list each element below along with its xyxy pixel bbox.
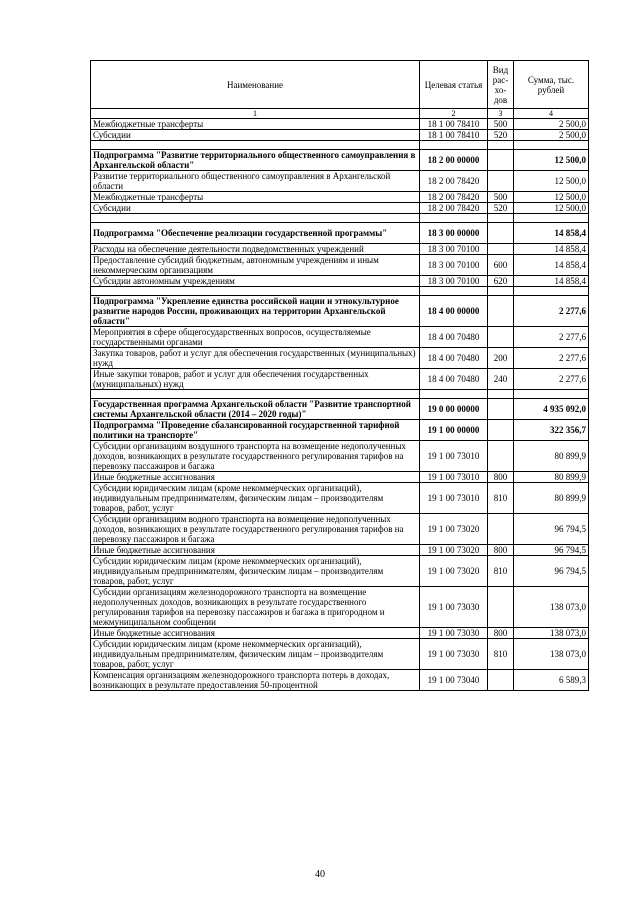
empty-cell bbox=[514, 141, 589, 150]
cell-vid: 200 bbox=[488, 348, 514, 369]
cell-vid bbox=[488, 670, 514, 691]
table-row bbox=[91, 171, 589, 192]
cell-name: Подпрограмма "Развитие территориального общественного самоуправления в Архангельской области" bbox=[91, 150, 420, 171]
cell-name: Субсидии организациям водного транспорта на возмещение недополученных доходов, возникающих в результате государственного регулирования тарифов на перевозку пассажиров и багажа bbox=[91, 514, 420, 545]
cell-name: Предоставление субсидий бюджетным, автономным учреждениям и иным некоммерческим организациям bbox=[91, 255, 420, 276]
cell-vid: 240 bbox=[488, 369, 514, 390]
cell-name: Иные бюджетные ассигнования bbox=[91, 545, 420, 556]
cell-amount: 80 899,9 bbox=[514, 441, 589, 472]
cell-vid bbox=[488, 223, 514, 244]
cell-amount: 2 500,0 bbox=[514, 119, 589, 130]
cell-amount: 80 899,9 bbox=[514, 483, 589, 514]
table-row bbox=[91, 369, 589, 390]
cell-name: Межбюджетные трансферты bbox=[91, 119, 420, 130]
table-row bbox=[91, 545, 589, 556]
cell-amount: 12 500,0 bbox=[514, 171, 589, 192]
cell-name: Межбюджетные трансферты bbox=[91, 192, 420, 203]
cell-amount: 14 858,4 bbox=[514, 255, 589, 276]
cell-amount: 138 073,0 bbox=[514, 587, 589, 628]
cell-amount: 138 073,0 bbox=[514, 639, 589, 670]
cell-code: 18 2 00 78420 bbox=[420, 171, 488, 192]
spacer-row bbox=[91, 287, 589, 296]
page-number: 40 bbox=[315, 869, 325, 880]
cell-code: 18 2 00 78420 bbox=[420, 192, 488, 203]
cell-code: 19 1 00 73030 bbox=[420, 587, 488, 628]
column-number: 1 bbox=[91, 109, 420, 119]
cell-code: 19 1 00 73020 bbox=[420, 514, 488, 545]
table-row bbox=[91, 192, 589, 203]
cell-code: 19 0 00 00000 bbox=[420, 399, 488, 420]
cell-amount: 96 794,5 bbox=[514, 556, 589, 587]
empty-cell bbox=[420, 287, 488, 296]
cell-code: 19 1 00 73020 bbox=[420, 556, 488, 587]
cell-amount: 6 589,3 bbox=[514, 670, 589, 691]
cell-amount: 96 794,5 bbox=[514, 514, 589, 545]
cell-name: Иные бюджетные ассигнования bbox=[91, 472, 420, 483]
cell-name: Подпрограмма "Проведение сбалансированной государственной тарифной политики на транспорте" bbox=[91, 420, 420, 441]
cell-code: 18 2 00 78420 bbox=[420, 203, 488, 214]
empty-cell bbox=[488, 287, 514, 296]
table-row bbox=[91, 203, 589, 214]
cell-name: Субсидии организациям железнодорожного транспорта на возмещение недополученных доходов, возникающих в результате государственного регулирования тарифов на перевозку пассажиров и багажа в пригородном и межмуниципальном сообщении bbox=[91, 587, 420, 628]
table-row bbox=[91, 130, 589, 141]
spacer-row bbox=[91, 214, 589, 223]
cell-code: 19 1 00 73010 bbox=[420, 441, 488, 472]
table-row bbox=[91, 483, 589, 514]
cell-vid bbox=[488, 587, 514, 628]
cell-amount: 138 073,0 bbox=[514, 628, 589, 639]
cell-code: 19 1 00 73030 bbox=[420, 639, 488, 670]
cell-code: 19 1 00 73010 bbox=[420, 472, 488, 483]
header-vid: Вид рас-хо-дов bbox=[488, 61, 514, 109]
cell-vid: 810 bbox=[488, 483, 514, 514]
cell-vid: 800 bbox=[488, 472, 514, 483]
cell-name: Расходы на обеспечение деятельности подведомственных учреждений bbox=[91, 244, 420, 255]
empty-cell bbox=[514, 390, 589, 399]
cell-code: 18 1 00 78410 bbox=[420, 130, 488, 141]
cell-code: 19 1 00 73020 bbox=[420, 545, 488, 556]
cell-name: Субсидии юридическим лицам (кроме некоммерческих организаций), индивидуальным предпринимателям, физическим лицам – производителям товаров, работ, услуг bbox=[91, 483, 420, 514]
cell-vid bbox=[488, 296, 514, 327]
cell-amount: 14 858,4 bbox=[514, 276, 589, 287]
cell-vid: 500 bbox=[488, 119, 514, 130]
empty-cell bbox=[91, 214, 420, 223]
cell-vid bbox=[488, 441, 514, 472]
cell-vid bbox=[488, 420, 514, 441]
table-row bbox=[91, 296, 589, 327]
table-row bbox=[91, 276, 589, 287]
cell-amount: 2 277,6 bbox=[514, 296, 589, 327]
cell-amount: 14 858,4 bbox=[514, 244, 589, 255]
cell-vid: 520 bbox=[488, 130, 514, 141]
cell-vid bbox=[488, 399, 514, 420]
column-number: 3 bbox=[488, 109, 514, 119]
cell-vid bbox=[488, 150, 514, 171]
cell-code: 18 4 00 70480 bbox=[420, 348, 488, 369]
cell-amount: 96 794,5 bbox=[514, 545, 589, 556]
table-row bbox=[91, 420, 589, 441]
table-row bbox=[91, 556, 589, 587]
cell-code: 18 1 00 78410 bbox=[420, 119, 488, 130]
cell-amount: 322 356,7 bbox=[514, 420, 589, 441]
cell-vid: 800 bbox=[488, 545, 514, 556]
empty-cell bbox=[488, 390, 514, 399]
table-row bbox=[91, 628, 589, 639]
cell-vid bbox=[488, 514, 514, 545]
cell-code: 18 2 00 00000 bbox=[420, 150, 488, 171]
column-number: 2 bbox=[420, 109, 488, 119]
table-row bbox=[91, 119, 589, 130]
cell-name: Государственная программа Архангельской области "Развитие транспортной системы Архангельской области (2014 – 2020 годы)" bbox=[91, 399, 420, 420]
table-row bbox=[91, 348, 589, 369]
empty-cell bbox=[488, 214, 514, 223]
table-row bbox=[91, 150, 589, 171]
cell-code: 18 3 00 70100 bbox=[420, 255, 488, 276]
cell-code: 18 4 00 00000 bbox=[420, 296, 488, 327]
table-row bbox=[91, 244, 589, 255]
table-row bbox=[91, 441, 589, 472]
table-row bbox=[91, 639, 589, 670]
table-row bbox=[91, 587, 589, 628]
cell-code: 18 3 00 70100 bbox=[420, 244, 488, 255]
cell-name: Мероприятия в сфере общегосударственных вопросов, осуществляемые государственными органами bbox=[91, 327, 420, 348]
cell-code: 19 1 00 00000 bbox=[420, 420, 488, 441]
cell-name: Иные бюджетные ассигнования bbox=[91, 628, 420, 639]
empty-cell bbox=[91, 287, 420, 296]
cell-amount: 12 500,0 bbox=[514, 203, 589, 214]
cell-amount: 14 858,4 bbox=[514, 223, 589, 244]
table-row bbox=[91, 399, 589, 420]
cell-code: 18 4 00 70480 bbox=[420, 327, 488, 348]
cell-code: 19 1 00 73040 bbox=[420, 670, 488, 691]
cell-amount: 2 277,6 bbox=[514, 348, 589, 369]
header-name: Наименование bbox=[91, 61, 420, 109]
cell-code: 19 1 00 73010 bbox=[420, 483, 488, 514]
budget-table bbox=[90, 60, 589, 691]
cell-amount: 80 899,9 bbox=[514, 472, 589, 483]
cell-name: Субсидии юридическим лицам (кроме некоммерческих организаций), индивидуальным предпринимателям, физическим лицам – производителям товаров, работ, услуг bbox=[91, 556, 420, 587]
empty-cell bbox=[514, 214, 589, 223]
header-sum: Сумма, тыс. рублей bbox=[514, 61, 589, 109]
cell-amount: 12 500,0 bbox=[514, 150, 589, 171]
cell-amount: 2 500,0 bbox=[514, 130, 589, 141]
empty-cell bbox=[420, 214, 488, 223]
cell-vid: 620 bbox=[488, 276, 514, 287]
empty-cell bbox=[420, 141, 488, 150]
cell-name: Компенсация организациям железнодорожного транспорта потерь в доходах, возникающих в результате предоставления 50-процентной bbox=[91, 670, 420, 691]
cell-name: Иные закупки товаров, работ и услуг для обеспечения государственных (муниципальных) нужд bbox=[91, 369, 420, 390]
cell-name: Субсидии юридическим лицам (кроме некоммерческих организаций), индивидуальным предпринимателям, физическим лицам – производителям товаров, работ, услуг bbox=[91, 639, 420, 670]
empty-cell bbox=[514, 287, 589, 296]
cell-vid bbox=[488, 171, 514, 192]
table-body bbox=[91, 119, 589, 691]
spacer-row bbox=[91, 390, 589, 399]
empty-cell bbox=[420, 390, 488, 399]
cell-amount: 4 935 092,0 bbox=[514, 399, 589, 420]
cell-name: Закупка товаров, работ и услуг для обеспечения государственных (муниципальных) нужд bbox=[91, 348, 420, 369]
cell-vid bbox=[488, 327, 514, 348]
cell-vid: 500 bbox=[488, 192, 514, 203]
cell-name: Субсидии организациям воздушного транспорта на возмещение недополученных доходов, возникающих в результате государственного регулирования тарифов на перевозку пассажиров и багажа bbox=[91, 441, 420, 472]
cell-amount: 2 277,6 bbox=[514, 369, 589, 390]
column-number: 4 bbox=[514, 109, 589, 119]
table-header bbox=[91, 61, 589, 119]
cell-vid: 810 bbox=[488, 639, 514, 670]
table-row bbox=[91, 670, 589, 691]
cell-name: Развитие территориального общественного самоуправления в Архангельской области bbox=[91, 171, 420, 192]
cell-vid: 520 bbox=[488, 203, 514, 214]
table-row bbox=[91, 472, 589, 483]
cell-vid: 800 bbox=[488, 628, 514, 639]
cell-vid: 810 bbox=[488, 556, 514, 587]
cell-code: 18 4 00 70480 bbox=[420, 369, 488, 390]
cell-code: 19 1 00 73030 bbox=[420, 628, 488, 639]
table-row bbox=[91, 514, 589, 545]
cell-vid: 600 bbox=[488, 255, 514, 276]
cell-amount: 2 277,6 bbox=[514, 327, 589, 348]
table-row bbox=[91, 223, 589, 244]
empty-cell bbox=[91, 390, 420, 399]
empty-cell bbox=[488, 141, 514, 150]
cell-name: Подпрограмма "Укрепление единства российской нации и этнокультурное развитие народов России, проживающих на территории Архангельской области" bbox=[91, 296, 420, 327]
empty-cell bbox=[91, 141, 420, 150]
cell-name: Субсидии bbox=[91, 130, 420, 141]
cell-code: 18 3 00 00000 bbox=[420, 223, 488, 244]
spacer-row bbox=[91, 141, 589, 150]
cell-name: Субсидии bbox=[91, 203, 420, 214]
cell-name: Подпрограмма "Обеспечение реализации государственной программы" bbox=[91, 223, 420, 244]
table-row bbox=[91, 255, 589, 276]
table-row bbox=[91, 327, 589, 348]
cell-vid bbox=[488, 244, 514, 255]
cell-name: Субсидии автономным учреждениям bbox=[91, 276, 420, 287]
cell-code: 18 3 00 70100 bbox=[420, 276, 488, 287]
header-code: Целевая статья bbox=[420, 61, 488, 109]
cell-amount: 12 500,0 bbox=[514, 192, 589, 203]
